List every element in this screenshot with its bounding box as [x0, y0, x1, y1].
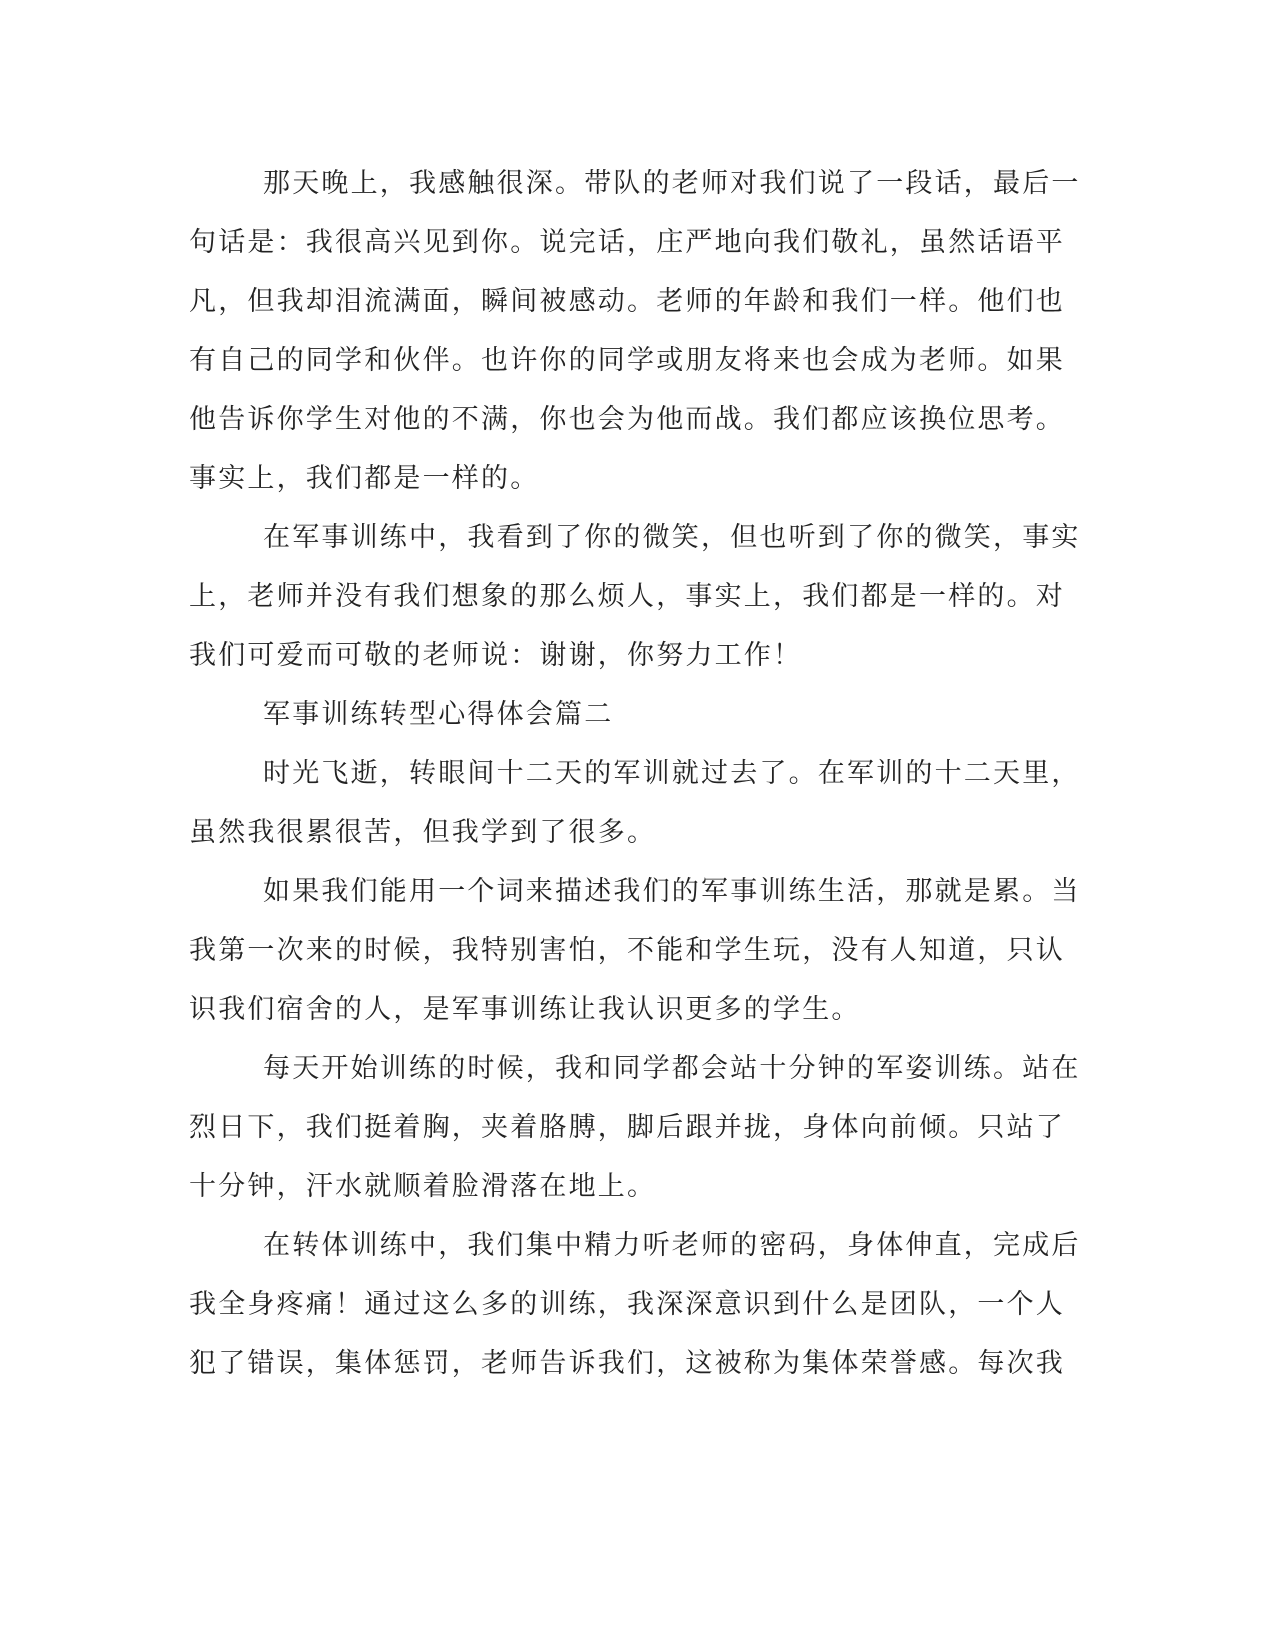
- paragraph-line: 那天晚上，我感触很深。带队的老师对我们说了一段话，最后一: [263, 168, 1081, 199]
- paragraph-line: 在转体训练中，我们集中精力听老师的密码，身体伸直，完成后: [263, 1230, 1081, 1261]
- paragraph-line: 我全身疼痛！通过这么多的训练，我深深意识到什么是团队，一个人: [189, 1289, 1065, 1320]
- paragraph-line: 句话是：我很高兴见到你。说完话，庄严地向我们敬礼，虽然话语平: [189, 227, 1065, 258]
- section-heading: 军事训练转型心得体会篇二: [263, 699, 614, 730]
- paragraph-line: 十分钟，汗水就顺着脸滑落在地上。: [189, 1171, 657, 1202]
- paragraph-line: 事实上，我们都是一样的。: [189, 463, 540, 494]
- paragraph-line: 烈日下，我们挺着胸，夹着胳膊，脚后跟并拢，身体向前倾。只站了: [189, 1112, 1065, 1143]
- paragraph-line: 时光飞逝，转眼间十二天的军训就过去了。在军训的十二天里，: [263, 758, 1081, 789]
- paragraph-line: 我第一次来的时候，我特别害怕，不能和学生玩，没有人知道，只认: [189, 935, 1065, 966]
- paragraph-line: 每天开始训练的时候，我和同学都会站十分钟的军姿训练。站在: [263, 1053, 1081, 1084]
- paragraph-line: 凡，但我却泪流满面，瞬间被感动。老师的年龄和我们一样。他们也: [189, 286, 1065, 317]
- paragraph-line: 我们可爱而可敬的老师说：谢谢，你努力工作！: [189, 640, 803, 671]
- paragraph-line: 犯了错误，集体惩罚，老师告诉我们，这被称为集体荣誉感。每次我: [189, 1348, 1065, 1379]
- paragraph-line: 有自己的同学和伙伴。也许你的同学或朋友将来也会成为老师。如果: [189, 345, 1065, 376]
- paragraph-line: 在军事训练中，我看到了你的微笑，但也听到了你的微笑，事实: [263, 522, 1081, 553]
- paragraph-line: 识我们宿舍的人，是军事训练让我认识更多的学生。: [189, 994, 861, 1025]
- paragraph-line: 如果我们能用一个词来描述我们的军事训练生活，那就是累。当: [263, 876, 1081, 907]
- paragraph-line: 上，老师并没有我们想象的那么烦人，事实上，我们都是一样的。对: [189, 581, 1065, 612]
- paragraph-line: 虽然我很累很苦，但我学到了很多。: [189, 817, 657, 848]
- paragraph-line: 他告诉你学生对他的不满，你也会为他而战。我们都应该换位思考。: [189, 404, 1065, 435]
